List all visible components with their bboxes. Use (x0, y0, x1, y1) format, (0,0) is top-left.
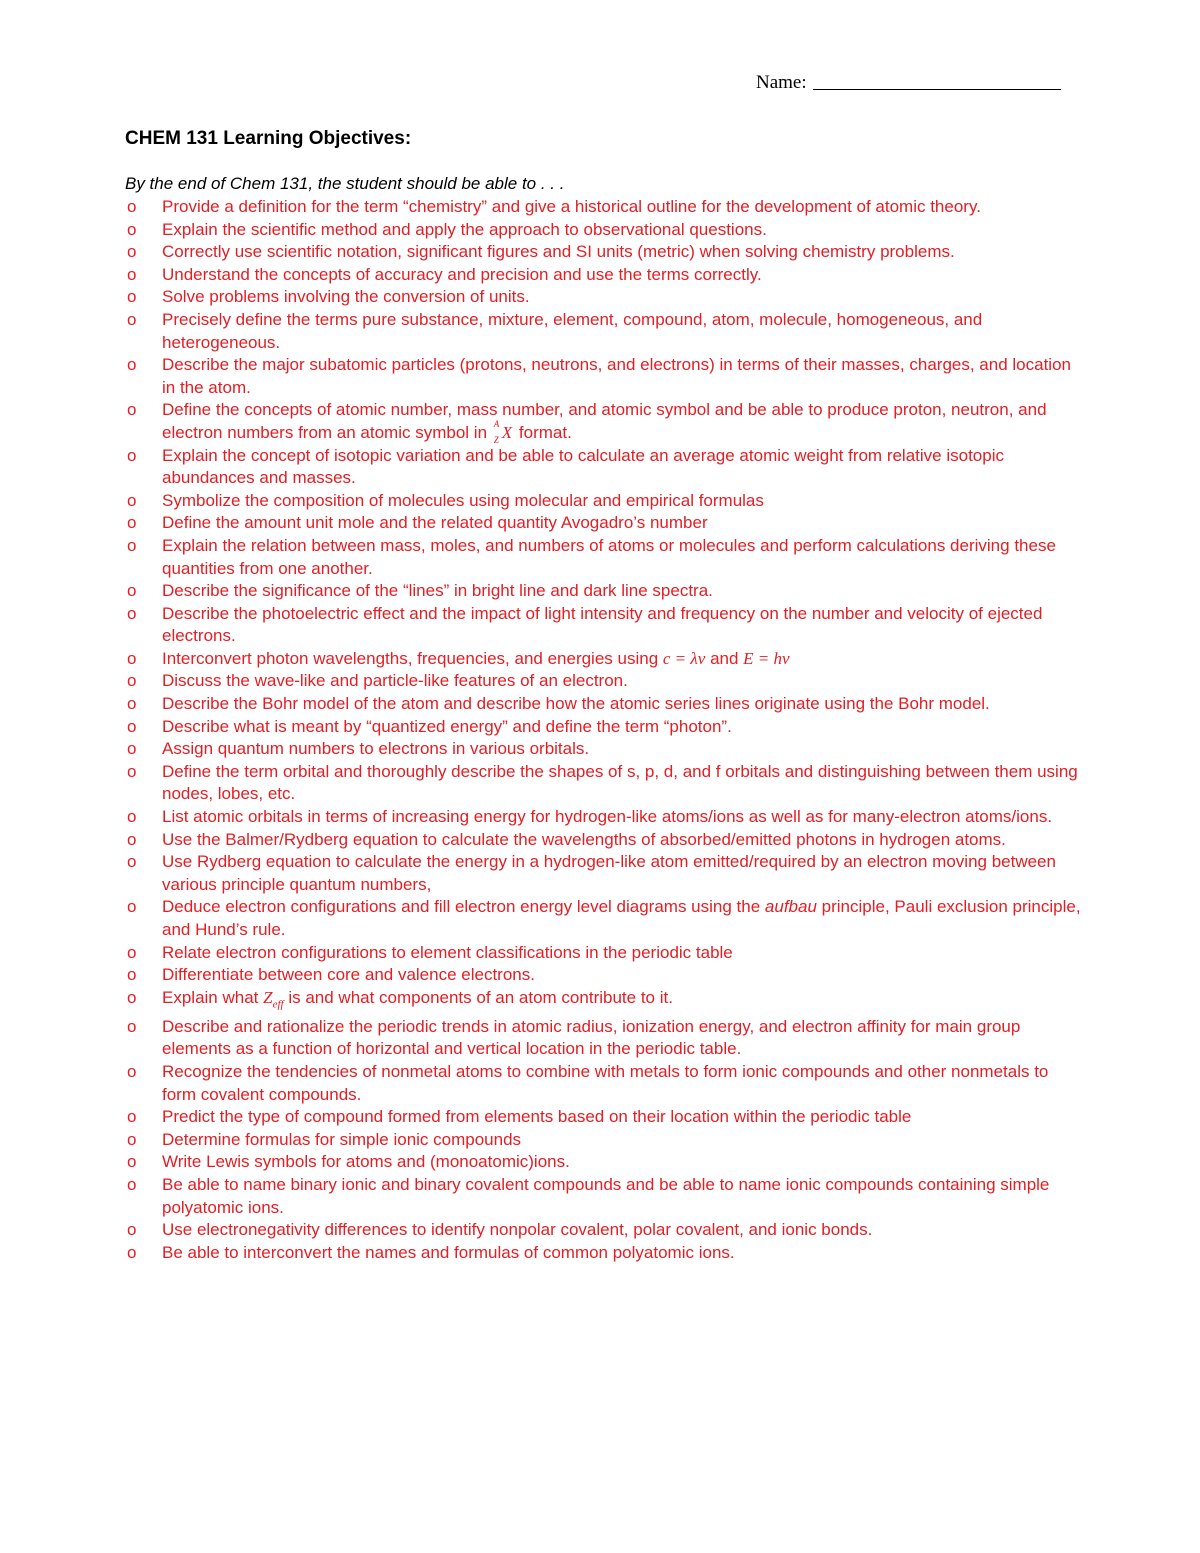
bullet-marker: o (127, 807, 137, 827)
bullet-marker: o (127, 965, 137, 985)
objective-text: Describe and rationalize the periodic trends in atomic radius, ionization energy, and electron affinity for main group elements as a function of horizontal and vertical location in the periodic table. (162, 1016, 1021, 1059)
bullet-marker: o (127, 581, 137, 601)
objective-text: Relate electron configurations to element classifications in the periodic table (162, 942, 733, 962)
objective-item (125, 580, 1085, 603)
bullet-marker: o (127, 355, 137, 375)
objective-item (125, 829, 1085, 852)
objective-text-tail: principle, Pauli exclusion principle, and Hund’s rule. (162, 897, 1081, 939)
objective-text: Write Lewis symbols for atoms and (monoatomic)ions. (162, 1152, 570, 1172)
objective-text: Describe what is meant by “quantized energy” and define the term “photon”. (162, 716, 732, 736)
objective-item (125, 399, 1085, 444)
objective-item (125, 761, 1085, 806)
objective-item (125, 1129, 1085, 1152)
objective-item (125, 309, 1085, 354)
objective-item (125, 896, 1085, 941)
objective-item (125, 512, 1085, 535)
objective-text: Use electronegativity differences to identify nonpolar covalent, polar covalent, and ionic bonds. (162, 1220, 873, 1240)
bullet-marker: o (127, 1061, 137, 1081)
bullet-marker: o (127, 1242, 137, 1262)
atomic-number-subscript: Z (493, 434, 499, 445)
bullet-marker: o (127, 287, 137, 307)
objective-text: Differentiate between core and valence electrons. (162, 965, 535, 985)
bullet-marker: o (127, 490, 137, 510)
bullet-marker: o (127, 716, 137, 736)
objective-text: Predict the type of compound formed from elements based on their location within the periodic table (162, 1107, 912, 1127)
bullet-marker: o (127, 1220, 137, 1240)
objective-text: Define the term orbital and thoroughly describe the shapes of s, p, d, and f orbitals and distinguishing between them using nodes, lobes, etc. (162, 761, 1078, 804)
objective-item (125, 964, 1085, 987)
objective-text: Define the amount unit mole and the related quantity Avogadro’s number (162, 513, 708, 533)
element-symbol: X (501, 422, 513, 442)
name-field (756, 72, 1061, 94)
objective-text-tail: format. (518, 422, 572, 442)
objective-text: Understand the concepts of accuracy and precision and use the terms correctly. (162, 264, 762, 284)
bullet-marker: o (127, 197, 137, 216)
objective-item (125, 286, 1085, 309)
bullet-marker: o (127, 309, 137, 329)
objective-item (125, 716, 1085, 739)
objective-text: Discuss the wave-like and particle-like features of an electron. (162, 671, 628, 691)
objective-text: Explain the concept of isotopic variation and be able to calculate an average atomic weight from relative isotopic abundances and masses. (162, 445, 1004, 488)
bullet-marker: o (127, 1107, 137, 1127)
bullet-marker: o (127, 942, 137, 962)
name-label: Name: (756, 72, 807, 93)
objective-text: Solve problems involving the conversion of units. (162, 287, 530, 307)
equation-wave-speed: c = λν (662, 648, 706, 668)
bullet-marker: o (127, 897, 137, 917)
bullet-marker: o (127, 739, 137, 759)
objective-item (125, 354, 1085, 399)
objective-text: Explain what (162, 987, 259, 1007)
bullet-marker: o (127, 694, 137, 714)
objective-text: Provide a definition for the term “chemistry” and give a historical outline for the development of atomic theory. (162, 197, 981, 216)
objective-text: Explain the scientific method and apply the approach to observational questions. (162, 219, 767, 239)
objective-item (125, 1174, 1085, 1219)
bullet-marker: o (127, 671, 137, 691)
objective-item (125, 196, 1085, 219)
objective-item (125, 445, 1085, 490)
z-effective-subscript: eff (272, 998, 284, 1011)
objective-item (125, 670, 1085, 693)
bullet-marker: o (127, 603, 137, 623)
objective-text: Describe the significance of the “lines” in bright line and dark line spectra. (162, 581, 713, 601)
mass-number-superscript: A (493, 418, 500, 429)
objective-text: Describe the major subatomic particles (protons, neutrons, and electrons) in terms of their masses, charges, and location in the atom. (162, 355, 1071, 397)
objective-text: Interconvert photon wavelengths, frequencies, and energies using (162, 648, 659, 668)
bullet-marker: o (127, 445, 137, 465)
bullet-marker: o (127, 1016, 137, 1036)
objective-text: List atomic orbitals in terms of increasing energy for hydrogen-like atoms/ions as well as for many-electron atoms/ions. (162, 807, 1053, 827)
isotope-notation (493, 418, 513, 445)
objective-item (125, 693, 1085, 716)
name-blank-line (813, 75, 1061, 90)
bullet-marker: o (127, 513, 137, 533)
objective-item (125, 1106, 1085, 1129)
bullet-marker: o (127, 829, 137, 849)
bullet-marker: o (127, 219, 137, 239)
objective-item (125, 806, 1085, 829)
objective-item (125, 1242, 1085, 1265)
bullet-marker: o (127, 1174, 137, 1194)
objective-item (125, 1016, 1085, 1061)
emphasis-term: aufbau (764, 897, 817, 917)
objective-text: Precisely define the terms pure substance, mixture, element, compound, atom, molecule, homogeneous, and heterogeneous. (162, 309, 983, 352)
objective-item (125, 1219, 1085, 1242)
objective-item (125, 219, 1085, 242)
objective-text: Use Rydberg equation to calculate the energy in a hydrogen-like atom emitted/required by an electron moving between various principle quantum numbers, (162, 852, 1056, 894)
bullet-marker: o (127, 987, 137, 1007)
objective-text: Be able to name binary ionic and binary covalent compounds and be able to name ionic compounds containing simple polyatomic ions. (162, 1174, 1050, 1217)
objective-text-conjunction: and (710, 648, 739, 668)
objective-item (125, 241, 1085, 264)
objective-item (125, 942, 1085, 965)
bullet-marker: o (127, 1129, 137, 1149)
objective-text: Symbolize the composition of molecules using molecular and empirical formulas (162, 490, 764, 510)
objective-item (125, 603, 1085, 648)
objective-item (125, 264, 1085, 287)
objective-item (125, 648, 1085, 671)
objective-text: Assign quantum numbers to electrons in various orbitals. (162, 739, 590, 759)
objective-text-tail: is and what components of an atom contribute to it. (288, 987, 673, 1007)
bullet-marker: o (127, 242, 137, 262)
objective-item (125, 490, 1085, 513)
bullet-marker: o (127, 1152, 137, 1172)
objective-text: Describe the photoelectric effect and the impact of light intensity and frequency on the number and velocity of ejected electrons. (162, 603, 1043, 646)
bullet-marker: o (127, 400, 137, 420)
bullet-marker: o (127, 535, 137, 555)
objective-text: Explain the relation between mass, moles, and numbers of atoms or molecules and perform calculations deriving these quantities from one another. (162, 535, 1056, 578)
objective-text: Define the concepts of atomic number, mass number, and atomic symbol and be able to produce proton, neutron, and electron numbers from an atomic symbol in (162, 400, 1047, 442)
objective-item (125, 851, 1085, 896)
z-effective-symbol: $Z_{eff}$ (263, 987, 284, 1011)
objective-item (125, 535, 1085, 580)
objective-text: Recognize the tendencies of nonmetal atoms to combine with metals to form ionic compounds and other nonmetals to form covalent compounds. (162, 1061, 1049, 1104)
objective-text: Describe the Bohr model of the atom and describe how the atomic series lines originate using the Bohr model. (162, 694, 990, 714)
objective-text: Correctly use scientific notation, significant figures and SI units (metric) when solving chemistry problems. (162, 242, 955, 262)
objective-text: Be able to interconvert the names and formulas of common polyatomic ions. (162, 1242, 735, 1262)
bullet-marker: o (127, 761, 137, 781)
objective-item (125, 738, 1085, 761)
equation-photon-energy: E = hν (743, 648, 790, 668)
bullet-marker: o (127, 852, 137, 872)
objective-text: Determine formulas for simple ionic compounds (162, 1129, 522, 1149)
page-title: CHEM 131 Learning Objectives: (125, 128, 412, 149)
objective-item (125, 1151, 1085, 1174)
objective-text: Deduce electron configurations and fill electron energy level diagrams using the (162, 897, 761, 917)
objective-item (125, 1061, 1085, 1106)
bullet-marker: o (127, 264, 137, 284)
intro-sentence: By the end of Chem 131, the student should be able to . . . (125, 174, 565, 193)
objective-text: Use the Balmer/Rydberg equation to calculate the wavelengths of absorbed/emitted photons in hydrogen atoms. (162, 829, 1006, 849)
bullet-marker: o (127, 648, 137, 668)
objective-item (125, 987, 1085, 1016)
objectives-list (125, 196, 1085, 1264)
